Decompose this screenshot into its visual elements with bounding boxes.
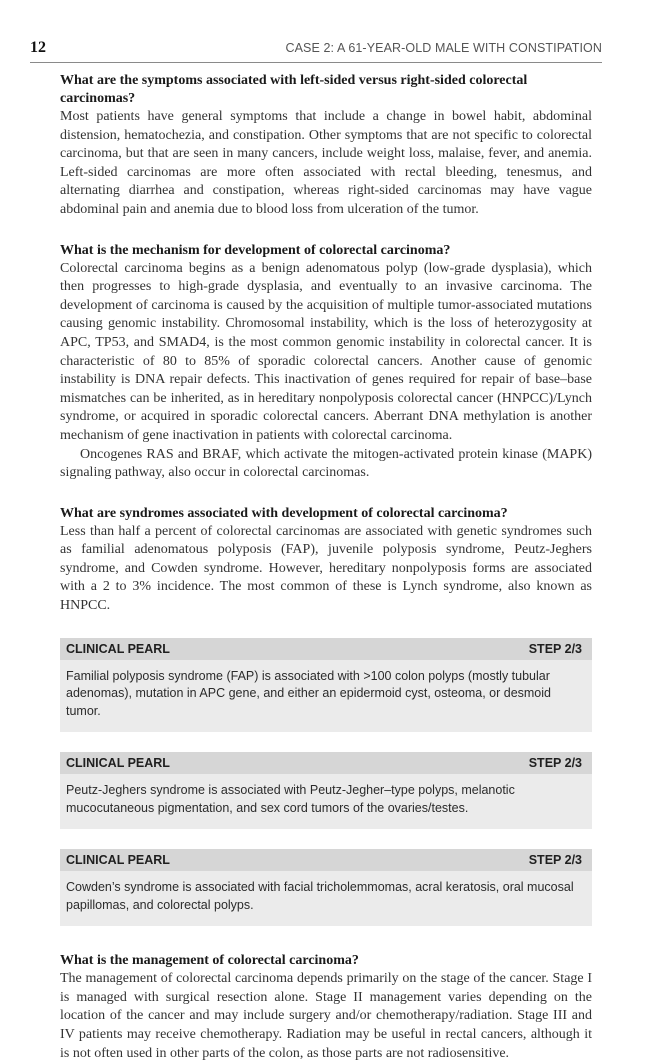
clinical-pearl-box bbox=[60, 638, 592, 733]
header-rule bbox=[30, 62, 602, 63]
section-paragraph: Colorectal carcinoma begins as a benign adenomatous polyp (low-grade dysplasia), which then progresses to high-grade dysplasia, and eventually to an invasive carcinoma. The development of carcinoma is caused by the acquisition of multiple tumor-associated mutations causing genomic instability. Chromosomal instability, which is the loss of heterozygosity at APC, TP53, and SMAD4, is the most common genomic instability in colorectal cancer. It is characteristic of 80 to 85% of sporadic colorectal cancers. Another cause of genomic instability is DNA repair defects. This inactivation of genes required for repair of base–base mismatches can be inherited, as in hereditary nonpolyposis colorectal cancer (HNPCC)/Lynch syndrome, or acquired in sporadic colorectal cancers. Aberrant DNA methylation is another mechanism of gene inactivation in patients with colorectal carcinoma. bbox=[60, 260, 592, 443]
section-paragraph: Less than half a percent of colorectal carcinomas are associated with genetic syndromes such as familial adenomatous polyposis (FAP), juvenile polyposis syndrome, Peutz-Jeghers syndrome, and Cowden syndrome. However, hereditary nonpolyposis forms are associated with a 2 to 3% incidence. The most common of these is Lynch syndrome, also known as HNPCC. bbox=[60, 523, 592, 614]
step-badge: STEP 2/3 bbox=[528, 641, 582, 656]
clinical-pearl-label: CLINICAL PEARL bbox=[66, 853, 170, 868]
clinical-pearl-text: Peutz-Jeghers syndrome is associated with Peutz-Jegher–type polyps, melanotic mucocutaneous pigmentation, and sex cord tumors of the ovaries/testes. bbox=[66, 783, 515, 815]
clinical-pearl-header bbox=[60, 638, 592, 660]
clinical-pearl-box bbox=[60, 849, 592, 926]
clinical-pearl-header bbox=[60, 752, 592, 774]
clinical-pearl-box bbox=[60, 752, 592, 829]
section-paragraph: Oncogenes RAS and BRAF, which activate the mitogen-activated protein kinase (MAPK) signaling pathway, also occur in colorectal carcinomas. bbox=[60, 446, 592, 481]
clinical-pearl-text: Familial polyposis syndrome (FAP) is associated with >100 colon polyps (mostly tubular adenomas), mutation in APC gene, and either an epidermoid cyst, osteoma, or desmoid tumor. bbox=[66, 668, 551, 718]
clinical-pearl-header bbox=[60, 849, 592, 871]
section-syndromes bbox=[60, 505, 592, 616]
section-question: What are the symptoms associated with left-sided versus right-sided colorectal carcinomas? bbox=[60, 73, 528, 106]
running-head bbox=[30, 39, 602, 57]
page-body bbox=[60, 72, 592, 1063]
section-paragraph: The management of colorectal carcinoma depends primarily on the stage of the cancer. Stage I is managed with surgical resection alone. Stage II management varies depending on the location of the cancer and may include surgery and/or chemotherapy/radiation. Stage III and IV patients may receive chemotherapy. Radiation may be useful in rectal cancers, although it is not often used in other parts of the colon, as those parts are not radiosensitive. bbox=[60, 971, 592, 1061]
section-paragraph: Most patients have general symptoms that include a change in bowel habit, abdominal distension, hematochezia, and constipation. Other symptoms that are not specific to colorectal carcinoma, but that are seen in many cancers, include weight loss, malaise, fever, and anemia. Left-sided carcinomas are more often associated with rectal bleeding, tenesmus, and alternating diarrhea and constipation, whereas right-sided carcinomas may have vague abdominal pain and anemia due to blood loss from ulceration of the tumor. bbox=[60, 109, 592, 217]
section-management bbox=[60, 952, 592, 1063]
clinical-pearl-text: Cowden’s syndrome is associated with facial tricholemmomas, acral keratosis, oral mucosal papillomas, and colorectal polyps. bbox=[66, 880, 574, 912]
section-question: What is the mechanism for development of colorectal carcinoma? bbox=[60, 242, 451, 258]
clinical-pearl-label: CLINICAL PEARL bbox=[66, 641, 170, 656]
page-number: 12 bbox=[30, 39, 46, 56]
section-question: What is the management of colorectal carcinoma? bbox=[60, 953, 359, 969]
section-mechanism bbox=[60, 242, 592, 483]
running-head-title: CASE 2: A 61-YEAR-OLD MALE WITH CONSTIPATION bbox=[285, 41, 602, 55]
section-symptoms bbox=[60, 72, 592, 220]
section-question: What are syndromes associated with development of colorectal carcinoma? bbox=[60, 505, 508, 521]
step-badge: STEP 2/3 bbox=[528, 756, 582, 771]
clinical-pearl-label: CLINICAL PEARL bbox=[66, 756, 170, 771]
step-badge: STEP 2/3 bbox=[528, 853, 582, 868]
